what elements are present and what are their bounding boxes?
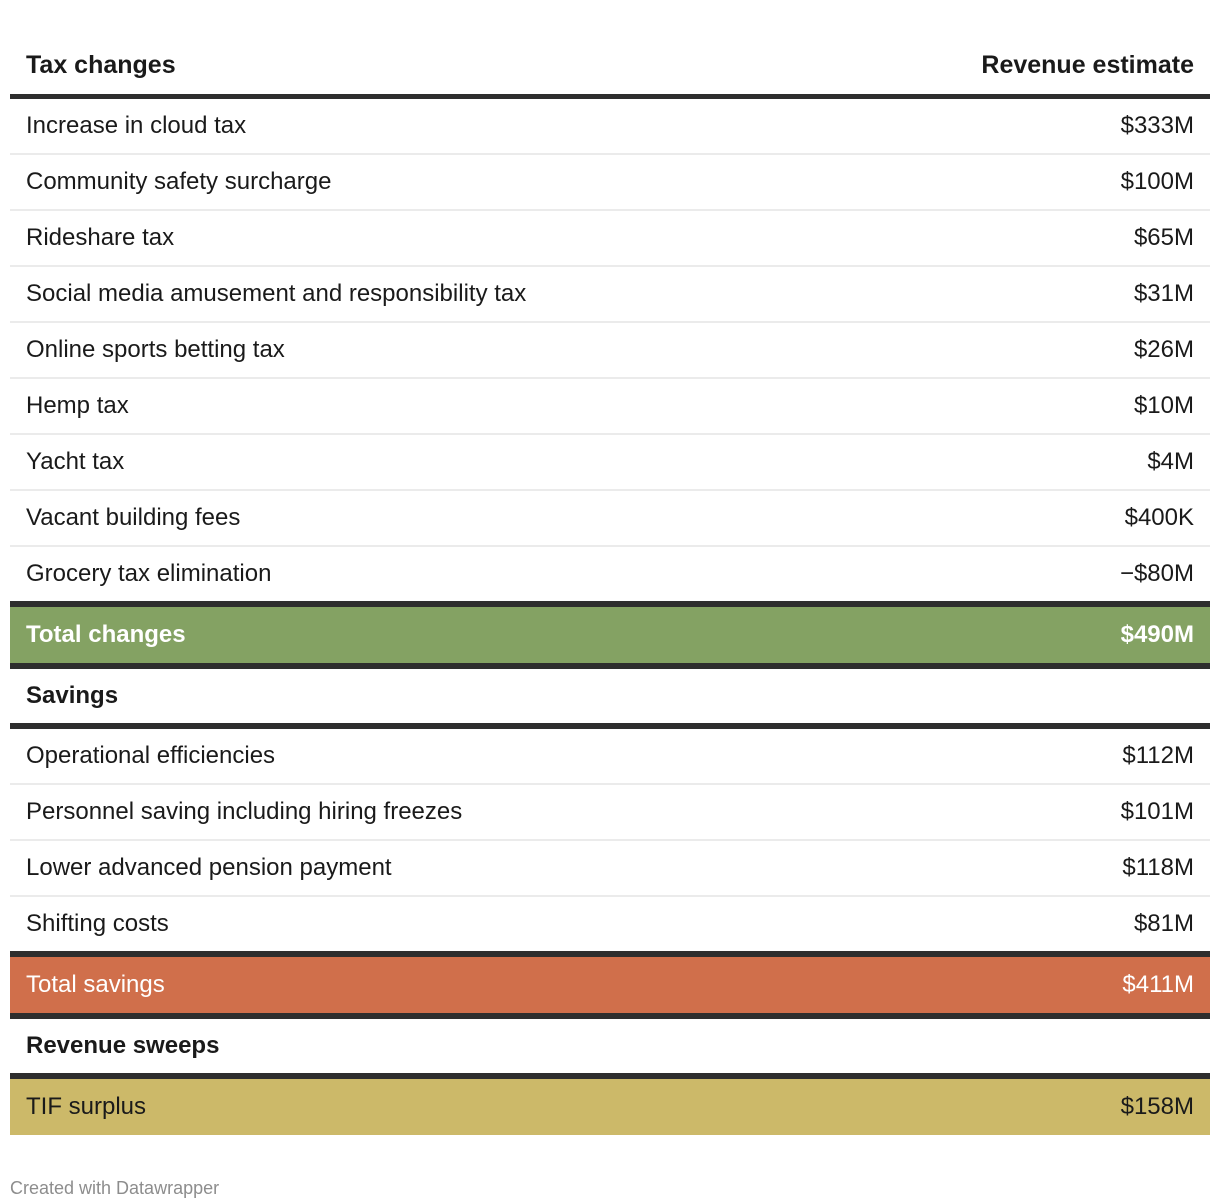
section-header-savings — [10, 666, 1210, 726]
table-row — [10, 726, 1210, 784]
section-label: Savings — [10, 666, 1210, 726]
total-label: TIF surplus — [10, 1076, 830, 1135]
table-row — [10, 490, 1210, 546]
table-row — [10, 97, 1210, 155]
column-header-tax-changes: Tax changes — [10, 40, 830, 97]
row-label: Vacant building fees — [10, 490, 830, 546]
table-row — [10, 322, 1210, 378]
total-value: $158M — [830, 1076, 1210, 1135]
row-label: Yacht tax — [10, 434, 830, 490]
revenue-table — [10, 40, 1210, 1135]
column-header-revenue-estimate: Revenue estimate — [830, 40, 1210, 97]
table-row — [10, 266, 1210, 322]
total-changes-row — [10, 604, 1210, 666]
total-savings-row — [10, 954, 1210, 1016]
row-value: $400K — [830, 490, 1210, 546]
row-value: $112M — [830, 726, 1210, 784]
row-value: $65M — [830, 210, 1210, 266]
row-value: $333M — [830, 97, 1210, 155]
row-label: Community safety surcharge — [10, 154, 830, 210]
row-value: $4M — [830, 434, 1210, 490]
table-row — [10, 784, 1210, 840]
row-label: Social media amusement and responsibility tax — [10, 266, 830, 322]
table-row — [10, 896, 1210, 954]
header-row — [10, 40, 1210, 97]
table-body — [10, 97, 1210, 1136]
total-value: $411M — [830, 954, 1210, 1016]
footer — [10, 1177, 1210, 1199]
section-label: Revenue sweeps — [10, 1016, 1210, 1076]
row-label: Increase in cloud tax — [10, 97, 830, 155]
row-label: Operational efficiencies — [10, 726, 830, 784]
row-value: $118M — [830, 840, 1210, 896]
row-label: Lower advanced pension payment — [10, 840, 830, 896]
section-header-revenue-sweeps — [10, 1016, 1210, 1076]
row-value: $10M — [830, 378, 1210, 434]
row-value: $31M — [830, 266, 1210, 322]
tif-surplus-row — [10, 1076, 1210, 1135]
row-label: Shifting costs — [10, 896, 830, 954]
total-value: $490M — [830, 604, 1210, 666]
table-row — [10, 378, 1210, 434]
table-row — [10, 840, 1210, 896]
table-row — [10, 546, 1210, 604]
total-label: Total changes — [10, 604, 830, 666]
table-row — [10, 434, 1210, 490]
row-value: $101M — [830, 784, 1210, 840]
datawrapper-credit-link[interactable]: Created with Datawrapper — [10, 1178, 220, 1198]
row-value: $100M — [830, 154, 1210, 210]
row-label: Grocery tax elimination — [10, 546, 830, 604]
table-row — [10, 210, 1210, 266]
row-value: −$80M — [830, 546, 1210, 604]
table-header — [10, 40, 1210, 97]
row-label: Personnel saving including hiring freezes — [10, 784, 830, 840]
row-label: Rideshare tax — [10, 210, 830, 266]
table-row — [10, 154, 1210, 210]
row-value: $26M — [830, 322, 1210, 378]
total-label: Total savings — [10, 954, 830, 1016]
row-value: $81M — [830, 896, 1210, 954]
row-label: Hemp tax — [10, 378, 830, 434]
row-label: Online sports betting tax — [10, 322, 830, 378]
